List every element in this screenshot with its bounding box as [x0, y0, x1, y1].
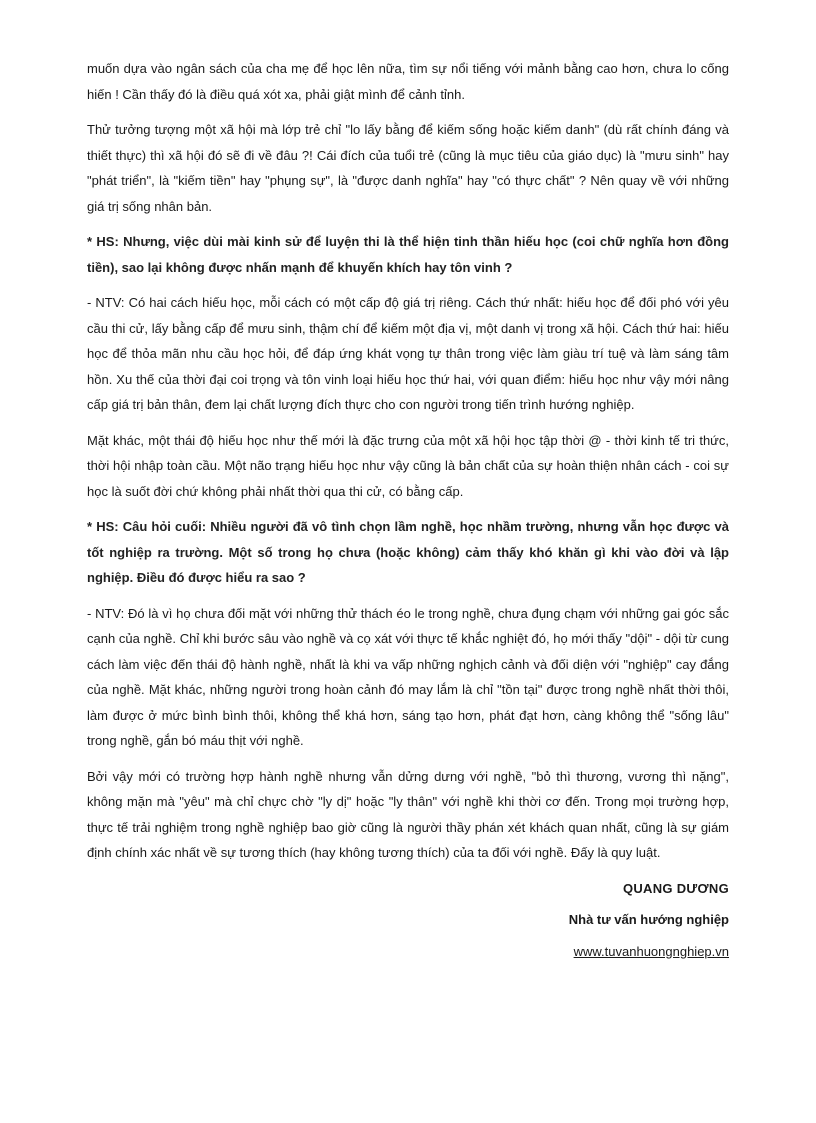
- author-name: QUANG DƯƠNG: [622, 880, 729, 896]
- answer-two-kinds-of-studiousness: - NTV: Có hai cách hiếu học, mỗi cách có một cấp độ giá trị riêng. Cách thứ nhất: hiếu học để đối phó với yêu cầu thi cử, lấy bằng cấp để mưu sinh, thậm chí để kiếm một địa vị, một danh vị trong xã hội. Cách thứ hai: hiếu học để thỏa mãn nhu cầu học hỏi, để đáp ứng khát vọng tự thân trong việc làm giàu trí tuệ và làm sáng tâm hồn. Xu thế của thời đại coi trọng và tôn vinh loại hiếu học thứ hai, với quan điểm: hiếu học như vậy mới nâng cấp giá trị bản thân, đem lại chất lượng đích thực cho con người trong tiến trình hướng nghiệp.: [87, 295, 729, 412]
- website-line: [87, 939, 729, 965]
- question-studiousness: * HS: Nhưng, việc dùi mài kinh sử để luyện thi là thể hiện tinh thần hiếu học (coi chữ nghĩa hơn đồng tiền), sao lại không được nhấn mạnh để khuyến khích hay tôn vinh ?: [87, 234, 729, 275]
- answer-facing-challenges: - NTV: Đó là vì họ chưa đối mặt với những thử thách éo le trong nghề, chưa đụng chạm với những gai góc sắc cạnh của nghề. Chỉ khi bước sâu vào nghề và cọ xát với thực tế khắc nghiệt đó, họ mới thấy "dội" - dội từ cung cách làm việc đến thái độ hành nghề, nhất là khi va vấp những nghịch cảnh và đối diện với "nghiệp" cay đắng của nghề. Mặt khác, những người trong hoàn cảnh đó may lắm là chỉ "tồn tại" được trong nghề nhất thời thôi, làm được ở mức bình bình thôi, không thể khá hơn, sáng tạo hơn, phát đạt hơn, càng không thể "sống lâu" trong nghề, gắn bó máu thịt với nghề.: [87, 605, 729, 748]
- website-link[interactable]: www.tuvanhuongnghiep.vn: [573, 943, 729, 959]
- document-page: [87, 56, 729, 964]
- paragraph-career-rule: Bởi vậy mới có trường hợp hành nghề nhưng vẫn dửng dưng với nghề, "bỏ thì thương, vương thì nặng", không mặn mà "yêu" mà chỉ chực chờ "ly dị" hoặc "ly thân" với nghề khi thời cơ đến. Trong mọi trường hợp, thực tế trải nghiệm trong nghề nghiệp bao giờ cũng là người thầy phán xét khách quan nhất, cũng là sự giám định chính xác nhất về sự tương thích (hay không tương thích) của ta đối với nghề. Đấy là quy luật.: [87, 768, 729, 860]
- paragraph-imagine-society: Thử tưởng tượng một xã hội mà lớp trẻ chỉ "lo lấy bằng để kiếm sống hoặc kiếm danh" (dù rất chính đáng và thiết thực) thì xã hội đó sẽ đi về đâu ?! Cái đích của tuổi trẻ (cũng là mục tiêu của giáo dục) là "mưu sinh" hay "phát triển", là "kiếm tiền" hay "phụng sự", là "được danh nghĩa" hay "có thực chất" ? Nên quay về với những giá trị sống nhân bản.: [87, 122, 729, 214]
- paragraph-learning-society: Mặt khác, một thái độ hiếu học như thế mới là đặc trưng của một xã hội học tập thời @ - thời kinh tế tri thức, thời hội nhập toàn cầu. Một não trạng hiếu học như vậy cũng là bản chất của sự hoàn thiện nhân cách - coi sự học là suốt đời chứ không phải nhất thời qua thi cử, có bằng cấp.: [87, 432, 729, 499]
- question-wrong-career-choice: * HS: Câu hỏi cuối: Nhiều người đã vô tình chọn lầm nghề, học nhầm trường, nhưng vẫn học được và tốt nghiệp ra trường. Một số trong họ chưa (hoặc không) cảm thấy khó khăn gì khi vào đời và lập nghiệp. Điều đó được hiểu ra sao ?: [87, 519, 729, 585]
- paragraph-intro-continuation: muốn dựa vào ngân sách của cha mẹ để học lên nữa, tìm sự nổi tiếng với mảnh bằng cao hơn, chưa lo cống hiến ! Cần thấy đó là điều quá xót xa, phải giật mình để cảnh tỉnh.: [87, 61, 729, 102]
- author-role: Nhà tư vấn hướng nghiệp: [568, 912, 729, 927]
